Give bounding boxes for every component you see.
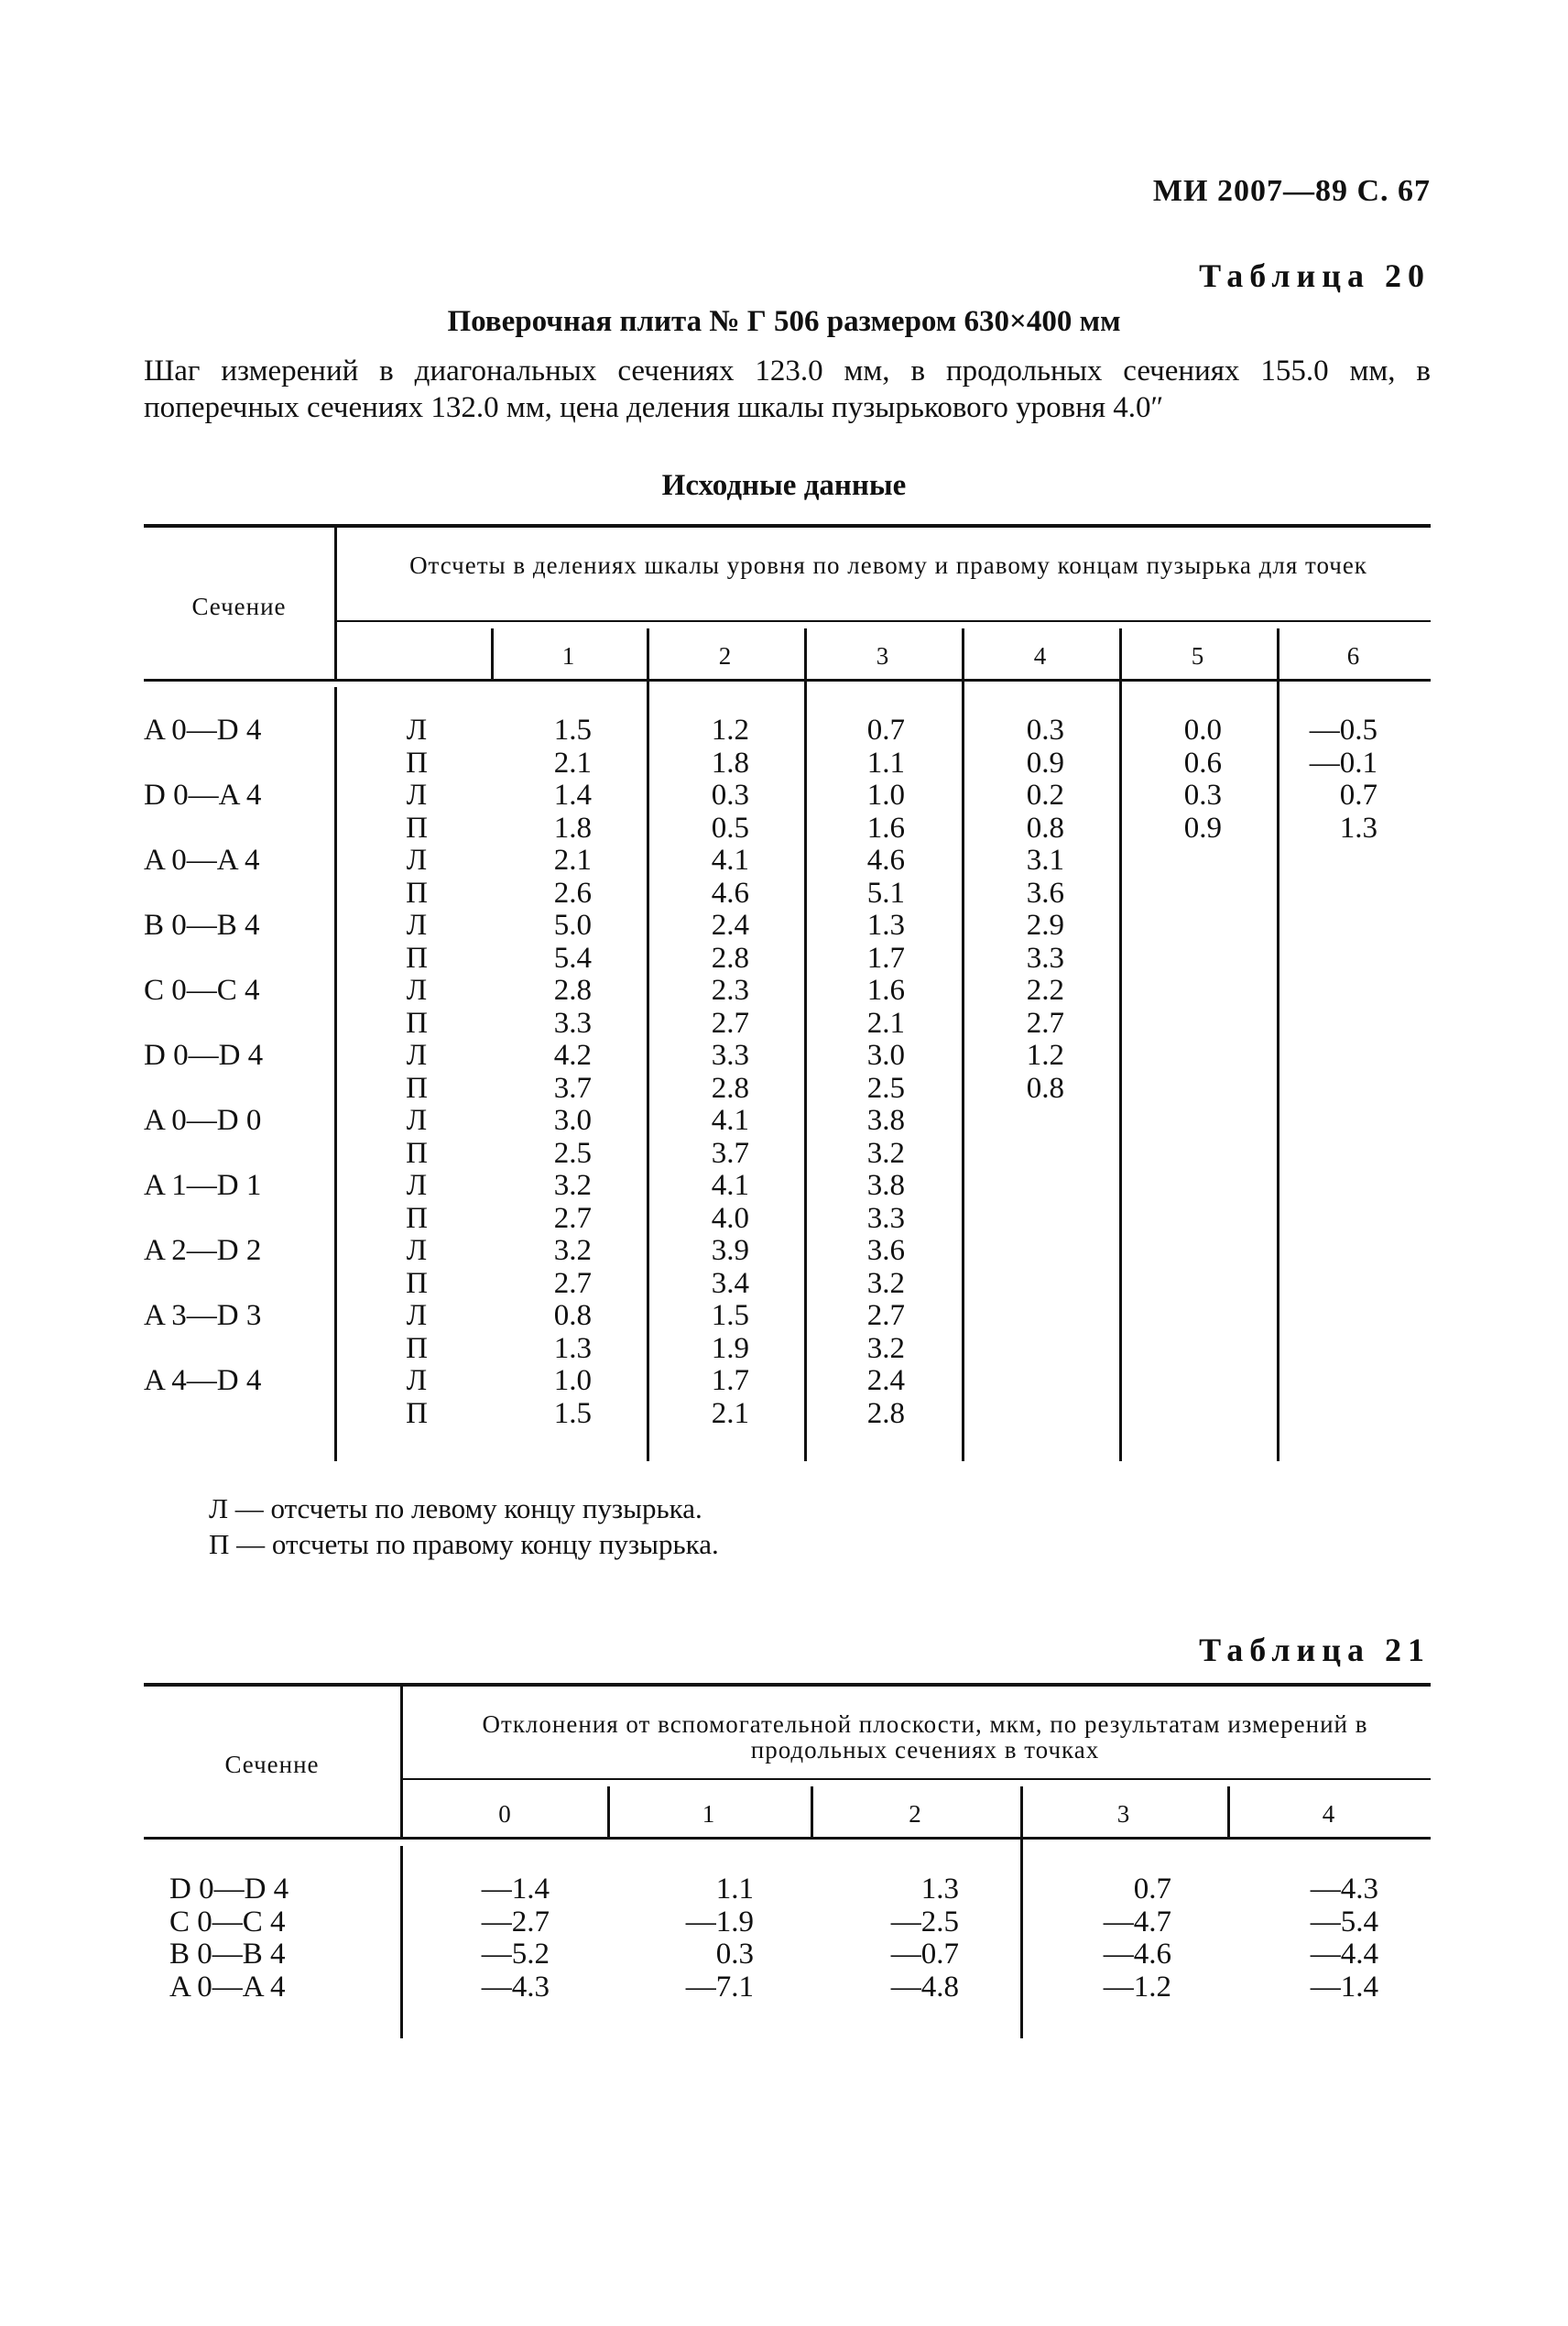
table20-column-5: 0.0 0.6 0.3 0.9 bbox=[1183, 714, 1222, 845]
table20-section: A 0—A 4 bbox=[144, 844, 260, 877]
table20-column-3: 0.7 1.1 1.0 1.6 4.6 5.1 1.3 1.7 1.6 2.1 3.0 2.5 3.8 3.2 3.8 3.3 3.6 3.2 2.7 3.2 2.4 2.8 bbox=[866, 714, 905, 1430]
table20-caption: Поверочная плита № Г 506 размером 630×400 мм bbox=[447, 305, 1121, 338]
table20-section: D 0—D 4 bbox=[144, 1039, 264, 1072]
table21-label: Таблица 21 bbox=[1199, 1632, 1431, 1668]
table20-section: A 1—D 1 bbox=[144, 1169, 262, 1202]
table20-col-section: Сечение bbox=[191, 593, 287, 620]
table20-col-group: Отсчеты в делениях шкалы уровня по левому и правому концам пузырька для точек bbox=[409, 551, 1367, 579]
table21-point-4: 4 bbox=[1322, 1800, 1336, 1828]
table21-point-1: 1 bbox=[702, 1800, 716, 1828]
table20-legend-l: Л — отсчеты по левому концу пузырька. bbox=[209, 1492, 702, 1524]
table21-point-3: 3 bbox=[1116, 1800, 1131, 1828]
table20-divider bbox=[334, 528, 337, 679]
table20-section: D 0—A 4 bbox=[144, 779, 262, 812]
table20-group-rule bbox=[337, 620, 1431, 622]
table21-column-3: 0.7 —4.7 —4.6 —1.2 bbox=[1103, 1873, 1171, 2004]
table20-intro: Шаг измерений в диагональных сечениях 123.0 мм, в продольных сечениях 155.0 мм, в поперечных сечениях 132.0 мм, цена деления шкалы пузырькового уровня 4.0″ bbox=[144, 355, 1431, 424]
table20-marks: Л П Л П Л П Л П Л П Л П Л П Л П Л П Л П Л П bbox=[406, 714, 428, 1430]
table20-section: A 3—D 3 bbox=[144, 1299, 262, 1332]
table21-sections: D 0—D 4 C 0—C 4 B 0—B 4 A 0—A 4 bbox=[169, 1873, 289, 2004]
table20-legend-p: П — отсчеты по правому концу пузырька. bbox=[209, 1528, 719, 1560]
table20-label: Таблица 20 bbox=[1199, 257, 1431, 294]
page-header: МИ 2007—89 С. 67 bbox=[1152, 174, 1431, 208]
table21-column-4: —4.3 —5.4 —4.4 —1.4 bbox=[1310, 1873, 1378, 2004]
table21-column-0: —1.4 —2.7 —5.2 —4.3 bbox=[481, 1873, 550, 2004]
table20-point-5: 5 bbox=[1191, 642, 1205, 670]
table20-section: A 0—D 4 bbox=[144, 714, 262, 747]
table21-col-group: Отклонения от вспомогательной плоскости, мкм, по результатам измерений в продольных сечениях в точках bbox=[482, 1710, 1368, 1764]
table20-section: A 0—D 0 bbox=[144, 1104, 262, 1137]
table21-group-rule bbox=[403, 1778, 1431, 1780]
table21-column-2: 1.3 —2.5 —0.7 —4.8 bbox=[890, 1873, 959, 2004]
table20-column-6: —0.5 —0.1 0.7 1.3 bbox=[1309, 714, 1377, 845]
table21-column-1: 1.1 —1.9 0.3 —7.1 bbox=[685, 1873, 754, 2004]
table20-header-rule bbox=[144, 679, 1431, 682]
table21-top-rule bbox=[144, 1683, 1431, 1687]
table20-column-4: 0.3 0.9 0.2 0.8 3.1 3.6 2.9 3.3 2.2 2.7 1.2 0.8 bbox=[1026, 714, 1064, 1105]
table20-divider bbox=[334, 687, 337, 1461]
table20-column-2: 1.2 1.8 0.3 0.5 4.1 4.6 2.4 2.8 2.3 2.7 3.3 2.8 4.1 3.7 4.1 4.0 3.9 3.4 1.5 1.9 1.7 2.1 bbox=[711, 714, 749, 1430]
table20-point-6: 6 bbox=[1346, 642, 1361, 670]
table21-col-section: Сеченне bbox=[224, 1751, 320, 1778]
table20-subtitle: Исходные данные bbox=[661, 469, 907, 502]
table20-point-1: 1 bbox=[561, 642, 576, 670]
table20-section: B 0—B 4 bbox=[144, 909, 260, 942]
table20-column-1: 1.5 2.1 1.4 1.8 2.1 2.6 5.0 5.4 2.8 3.3 4.2 3.7 3.0 2.5 3.2 2.7 3.2 2.7 0.8 1.3 1.0 1.5 bbox=[553, 714, 592, 1430]
table20-section: A 2—D 2 bbox=[144, 1234, 262, 1267]
table21-point-0: 0 bbox=[498, 1800, 512, 1828]
table20-point-2: 2 bbox=[718, 642, 733, 670]
table20-section: A 4—D 4 bbox=[144, 1364, 262, 1397]
table21-header-rule bbox=[144, 1837, 1431, 1840]
table21-point-2: 2 bbox=[909, 1800, 922, 1828]
table20-point-3: 3 bbox=[876, 642, 890, 670]
table20-point-4: 4 bbox=[1033, 642, 1048, 670]
table20-section: C 0—C 4 bbox=[144, 974, 260, 1007]
